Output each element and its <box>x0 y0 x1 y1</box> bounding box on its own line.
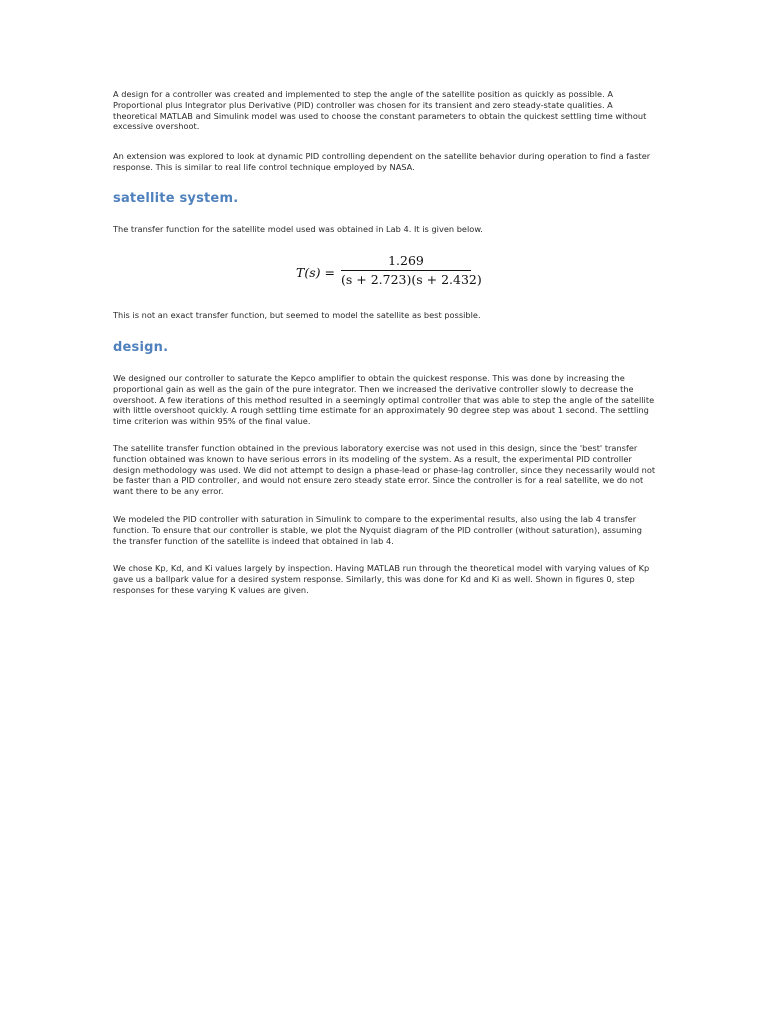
design-heading: design. <box>113 340 169 355</box>
design-paragraph-3: We modeled the PID controller with saturation in Simulink to compare to the experimental results, also using the lab 4 transfer function. To ensure that our controller is stable, we plot the Nyquist diagram of the PID controller (without saturation), assuming the transfer function of the satellite is indeed that obtained in lab 4. <box>113 514 642 546</box>
satellite-paragraph-1: The transfer function for the satellite model used was obtained in Lab 4. It is given below. <box>113 224 483 234</box>
satellite-paragraph-2: This is not an exact transfer function, but seemed to model the satellite as best possible. <box>113 310 481 320</box>
intro-paragraph-1: A design for a controller was created and implemented to step the angle of the satellite position as quickly as possible. A Proportional plus Integrator plus Derivative (PID) controller was chosen for its transient and zero steady-state qualities. A theoretical MATLAB and Simulink model was used to choose the constant parameters to obtain the quickest settling time without excessive overshoot. <box>113 89 647 132</box>
transfer-function-equation <box>296 253 482 294</box>
equation-numerator: 1.269 <box>388 253 424 268</box>
equation-lhs: T(s) = <box>296 265 335 280</box>
intro-paragraph-2: An extension was explored to look at dynamic PID controlling dependent on the satellite behavior during operation to find a faster response. This is similar to real life control technique employed by NASA. <box>113 151 651 172</box>
design-paragraph-2: The satellite transfer function obtained in the previous laboratory exercise was not used in this design, since the 'best' transfer function obtained was known to have serious errors in its modeling of the system. As a result, the experimental PID controller design methodology was used. We did not attempt to design a phase-lead or phase-lag controller, since they necessarily would not be faster than a PID controller, and would not ensure zero steady state error. Since the controller is for a real satellite, we do not want there to be any error. <box>113 443 656 497</box>
satellite-system-heading: satellite system. <box>113 191 239 206</box>
equation-denominator: (s + 2.723)(s + 2.432) <box>341 272 482 287</box>
design-paragraph-1: We designed our controller to saturate the Kepco amplifier to obtain the quickest response. This was done by increasing the proportional gain as well as the gain of the pure integrator. Then we increased the derivative controller slowly to decrease the overshoot. A few iterations of this method resulted in a seemingly optimal controller that was able to step the angle of the satellite with little overshoot quickly. A rough settling time estimate for an approximately 90 degree step was about 1 second. The settling time criterion was within 95% of the final value. <box>113 373 655 427</box>
design-paragraph-4: We chose Kp, Kd, and Ki values largely by inspection. Having MATLAB run through the theoretical model with varying values of Kp gave us a ballpark value for a desired system response. Similarly, this was done for Kd and Ki as well. Shown in figures 0, step responses for these varying K values are given. <box>113 563 650 595</box>
equation-fraction <box>341 253 482 287</box>
fraction-bar <box>341 270 471 271</box>
